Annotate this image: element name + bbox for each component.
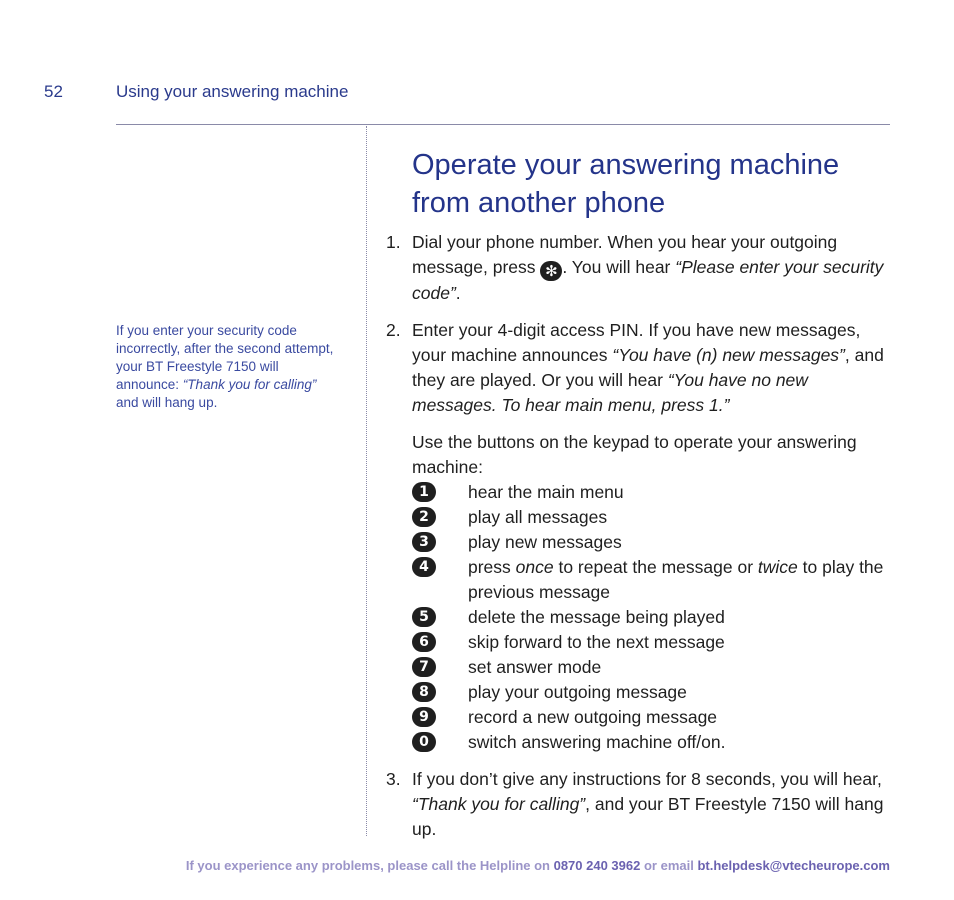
key-7-icon: 7 — [412, 657, 436, 677]
step-text: Dial your phone number. When you hear your outgoing message, press ✻ . You will hear “Please enter your security code”. — [412, 232, 884, 303]
key-action: press once to repeat the message or twice to play the previous message — [468, 557, 884, 602]
list-item — [412, 705, 891, 730]
list-item — [412, 630, 891, 655]
keypad-intro: Use the buttons on the keypad to operate your answering machine: — [412, 432, 857, 477]
key-1-icon: 1 — [412, 482, 436, 502]
key-action: play all messages — [468, 507, 608, 527]
key-8-icon: 8 — [412, 682, 436, 702]
list-item — [412, 605, 891, 630]
key-action: delete the message being played — [468, 607, 725, 627]
key-action: skip forward to the next message — [468, 632, 725, 652]
helpline-footer: If you experience any problems, please call the Helpline on 0870 240 3962 or email bt.helpdesk@vtecheurope.com — [185, 858, 890, 873]
step-number: 1. — [386, 232, 401, 252]
key-action: play new messages — [468, 532, 622, 552]
step-2 — [386, 318, 891, 755]
side-note — [116, 322, 341, 412]
instructions — [386, 230, 891, 854]
announcement-quote: “You have no new messages. To hear main menu, press 1.” — [412, 370, 808, 415]
key-action: set answer mode — [468, 657, 602, 677]
step-text: Enter your 4-digit access PIN. If you have new messages, your machine announces “You have (n) new messages”, and they are played. Or you will hear “You have no new messages. To hear main menu, press 1.” — [412, 320, 884, 415]
key-action: record a new outgoing message — [468, 707, 718, 727]
page-number: 52 — [44, 82, 63, 101]
helpline-phone: 0870 240 3962 — [553, 858, 641, 873]
key-9-icon: 9 — [412, 707, 436, 727]
key-3-icon: 3 — [412, 532, 436, 552]
key-action: hear the main menu — [468, 482, 624, 502]
list-item — [412, 555, 891, 605]
announcement-quote: “You have (n) new messages” — [612, 345, 845, 365]
list-item — [412, 655, 891, 680]
step-number: 2. — [386, 320, 401, 340]
step-number: 3. — [386, 769, 401, 789]
running-header: Using your answering machine — [116, 82, 349, 101]
key-4-icon: 4 — [412, 557, 436, 577]
list-item — [412, 480, 891, 505]
key-action: switch answering machine off/on. — [468, 732, 726, 752]
key-2-icon: 2 — [412, 507, 436, 527]
key-5-icon: 5 — [412, 607, 436, 627]
side-note-text-end: and will hang up. — [116, 395, 218, 410]
announcement-quote: “Please enter your security code” — [412, 257, 884, 303]
list-item — [412, 680, 891, 705]
list-item — [412, 505, 891, 530]
side-note-text: If you enter your security code incorrectly, after the second attempt, your BT Freestyle 7150 will announce: — [116, 323, 334, 392]
step-1 — [386, 230, 891, 306]
keypad-commands — [412, 480, 891, 755]
list-item — [412, 730, 891, 755]
header-rule — [116, 124, 890, 125]
key-6-icon: 6 — [412, 632, 436, 652]
step-text: If you don’t give any instructions for 8 seconds, you will hear, “Thank you for calling”, and your BT Freestyle 7150 will hang up. — [412, 769, 884, 839]
column-divider — [366, 126, 367, 836]
star-key-icon: ✻ — [540, 261, 562, 281]
key-0-icon: 0 — [412, 732, 436, 752]
key-action: play your outgoing message — [468, 682, 687, 702]
side-note-quote: “Thank you for calling” — [182, 377, 317, 392]
step-3 — [386, 767, 891, 842]
helpdesk-email: bt.helpdesk@vtecheurope.com — [697, 858, 890, 873]
page-title: Operate your answering machine from another phone — [412, 149, 840, 219]
announcement-quote: “Thank you for calling” — [412, 794, 586, 814]
list-item — [412, 530, 891, 555]
